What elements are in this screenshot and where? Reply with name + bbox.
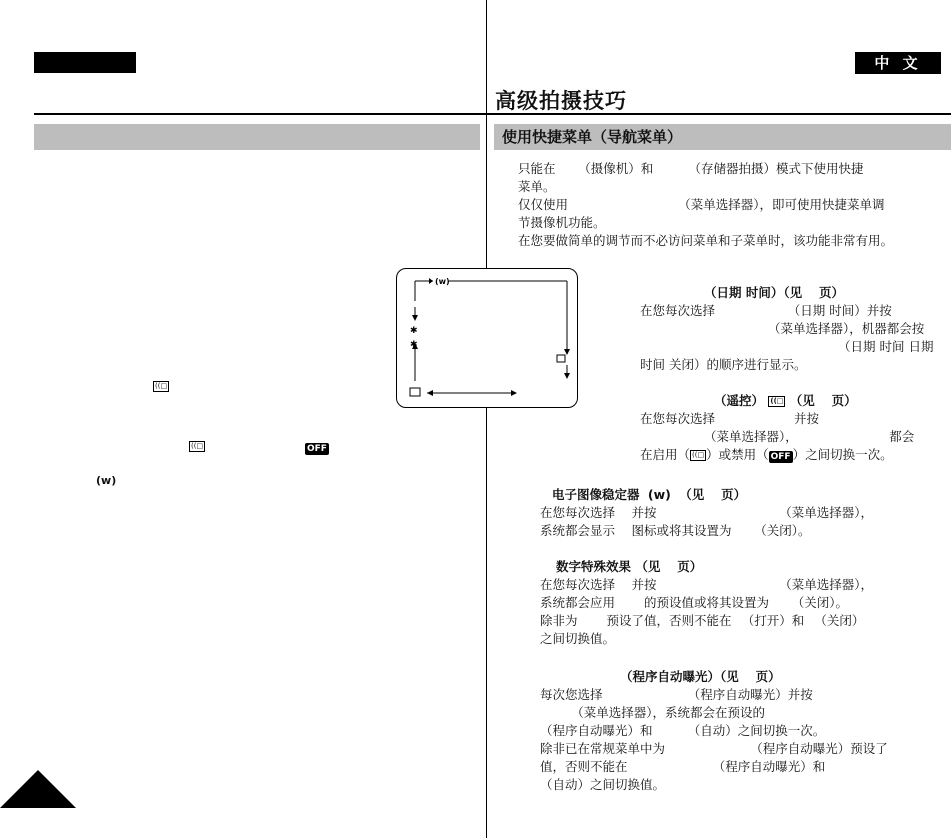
dse-block — [540, 558, 873, 648]
off-icon: OFF — [307, 444, 327, 454]
dse-line: 除非为 预设了值，否则不能在 （打开）和 （关闭） — [540, 613, 865, 628]
dse-line: 在您每次选择 并按 （菜单选择器）， — [540, 577, 873, 592]
datetime-line: 在您每次选择 （日期 时间）并按 — [640, 303, 892, 318]
remote-icon-small — [410, 388, 420, 396]
dse-line: 之间切换值。 — [540, 631, 616, 646]
intro-line: 仅仅使用 （菜单选择器），即可使用快捷菜单调 — [518, 197, 885, 212]
lcd-screen-illustration — [396, 268, 578, 408]
dis-heading-label: 电子图像稳定器 — [552, 487, 640, 502]
remote-heading-label: （遥控） — [714, 393, 765, 408]
intro-line: 在您要做简单的调节而不必访问菜单和子菜单时，该功能非常有用。 — [518, 233, 894, 248]
remote-heading-page: （见 页） — [789, 393, 857, 408]
quick-menu-diagram — [397, 269, 577, 407]
off-icon: OFF — [770, 452, 791, 462]
hand-shake-icon: (w) — [96, 474, 117, 487]
datetime-icon — [557, 355, 565, 362]
effect-icon: ✱ — [410, 326, 418, 336]
remote-line-part: ）或禁用（ — [706, 447, 769, 462]
remote-icon: ((□ — [155, 382, 168, 390]
program-ae-heading: （程序自动曝光）（见 页） — [620, 669, 781, 684]
remote-heading — [640, 392, 914, 410]
remote-line-part: 在启用（ — [640, 447, 691, 462]
program-ae-line: 值，否则不能在 （程序自动曝光）和 — [540, 759, 826, 774]
language-badge: 中 文 — [855, 52, 941, 74]
dis-block — [540, 486, 873, 540]
remote-icon: ((□ — [191, 442, 204, 450]
intro-line: 菜单。 — [518, 179, 556, 194]
dis-icon-small: (w) — [435, 277, 450, 286]
remote-icon: ((□ — [770, 397, 784, 405]
dis-line: 系统都会显示 图标或将其设置为 （关闭）。 — [540, 523, 811, 538]
program-ae-line: 除非已在常规菜单中为 （程序自动曝光）预设了 — [540, 741, 888, 756]
dis-heading — [540, 486, 873, 504]
intro-line: 节摄像机功能。 — [518, 215, 606, 230]
left-section-bar — [34, 124, 480, 150]
datetime-line: （日期 时间 日期 — [838, 339, 934, 354]
dis-line: 在您每次选择 并按 （菜单选择器）， — [540, 505, 873, 520]
datetime-line: 时间 关闭）的顺序进行显示。 — [640, 357, 807, 372]
dse-heading: 数字特殊效果 （见 页） — [556, 559, 703, 574]
intro-paragraph — [518, 160, 893, 250]
program-ae-icon: ✱ — [410, 340, 418, 350]
left-language-block — [34, 52, 136, 73]
datetime-heading: （日期 时间）（见 页） — [704, 285, 844, 300]
dis-heading-page: （见 页） — [679, 487, 747, 502]
remote-line: （菜单选择器）， 都会 — [704, 429, 915, 444]
datetime-block — [640, 284, 933, 374]
datetime-line: （菜单选择器），机器都会按 — [768, 321, 925, 336]
intro-line: 只能在 （摄像机）和 （存储器拍摄）模式下使用快捷 — [518, 161, 864, 176]
dse-line: 系统都会应用 的预设值或将其设置为 （关闭）。 — [540, 595, 848, 610]
hand-shake-icon: (w) — [647, 487, 671, 502]
remote-line-part: ）之间切换一次。 — [792, 447, 893, 462]
program-ae-line: 每次您选择 （程序自动曝光）并按 — [540, 687, 813, 702]
program-ae-block — [540, 668, 888, 794]
program-ae-line: （程序自动曝光）和 （自动）之间切换一次。 — [540, 723, 826, 738]
section-title: 使用快捷菜单（导航菜单） — [494, 124, 951, 150]
page-divider — [486, 0, 487, 838]
title-rule — [34, 113, 951, 115]
remote-block — [640, 392, 914, 464]
page-corner-triangle — [0, 770, 76, 808]
page-title: 高级拍摄技巧 — [495, 89, 627, 113]
remote-line: 在您每次选择 并按 — [640, 411, 819, 426]
program-ae-line: （自动）之间切换值。 — [540, 777, 666, 792]
remote-icon: ((□ — [692, 451, 705, 459]
program-ae-line: （菜单选择器），系统都会在预设的 — [540, 705, 766, 720]
remote-line — [640, 446, 914, 464]
